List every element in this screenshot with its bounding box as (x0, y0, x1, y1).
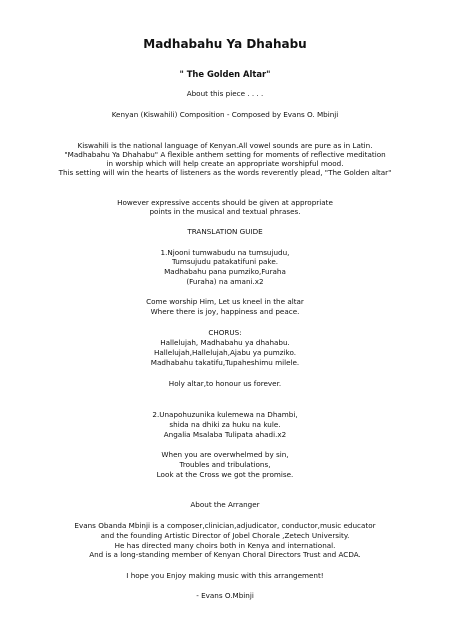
verse1-line: Tumsujudu patakatifuni pake. (171, 257, 279, 266)
verse1-line: 1.Njooni tumwabudu na tumsujudu, (160, 248, 290, 257)
accents-line: points in the musical and textual phrases. (149, 207, 301, 216)
closing-line: I hope you Enjoy making music with this arrangement! (126, 571, 324, 580)
verse2-line: shida na dhiki za huku na kule. (169, 420, 281, 429)
verse2-translation-line: When you are overwhelmed by sin, (161, 450, 289, 459)
document-subtitle: " The Golden Altar" (179, 69, 271, 79)
verse1-translation-line: Where there is joy, happiness and peace. (150, 307, 300, 316)
composition-credit: Kenyan (Kiswahili) Composition - Composed by Evans O. Mbinji (111, 110, 339, 119)
accents-line: However expressive accents should be given at appropriate (117, 198, 333, 207)
chorus-line: Hallelujah, Madhabahu ya dhahabu. (160, 338, 290, 347)
translation-guide-heading: TRANSLATION GUIDE (187, 227, 263, 236)
intro-line: in worship which will help create an appropriate worshipful mood. (106, 159, 344, 168)
verse2-line: Angalia Msalaba Tulipata ahadi.x2 (163, 430, 287, 439)
intro-line: Kiswahili is the national language of Kenyan.All vowel sounds are pure as in Latin. (77, 141, 373, 150)
chorus-line: Hallelujah,Hallelujah,Ajabu ya pumziko. (153, 348, 297, 357)
intro-line: This setting will win the hearts of listeners as the words reverently plead, "The Golden altar" (58, 168, 392, 177)
arranger-bio-line: Evans Obanda Mbinji is a composer,clinician,adjudicator, conductor,music educator (74, 521, 376, 530)
verse2-line: 2.Unapohuzunika kulemewa na Dhambi, (152, 410, 298, 419)
verse2-translation-line: Look at the Cross we got the promise. (156, 470, 294, 479)
about-piece-heading: About this piece . . . . (186, 89, 264, 98)
verse1-line: Madhabahu pana pumziko,Furaha (164, 267, 286, 276)
chorus-translation-line: Holy altar,to honour us forever. (168, 379, 282, 388)
arranger-bio-line: And is a long-standing member of Kenyan Choral Directors Trust and ACDA. (89, 550, 361, 559)
verse2-translation-line: Troubles and tribulations, (179, 460, 271, 469)
intro-line: "Madhabahu Ya Dhahabu" A flexible anthem setting for moments of reflective meditation (64, 150, 386, 159)
arranger-bio-line: He has directed many choirs both in Kenya and international. (114, 541, 336, 550)
verse1-line: (Furaha) na amani.x2 (186, 277, 264, 286)
document-title: Madhabahu Ya Dhahabu (143, 37, 307, 51)
chorus-heading: CHORUS: (208, 328, 242, 337)
verse1-translation-line: Come worship Him, Let us kneel in the altar (146, 297, 304, 306)
chorus-line: Madhabahu takatifu,Tupaheshimu milele. (150, 358, 300, 367)
arranger-bio-line: and the founding Artistic Director of Jobel Chorale ,Zetech University. (100, 531, 350, 540)
about-arranger-heading: About the Arranger (190, 500, 260, 509)
signature: - Evans O.Mbinji (196, 591, 254, 600)
